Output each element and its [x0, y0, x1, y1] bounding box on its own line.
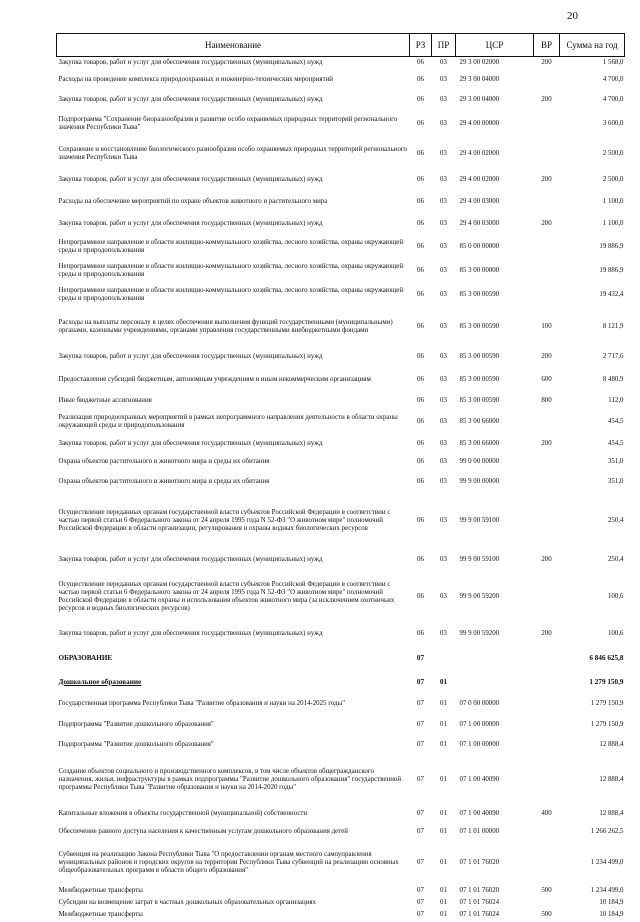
- cell-pr: 01: [440, 741, 447, 749]
- cell-pr: 01: [440, 828, 447, 836]
- cell-name: Расходы на выплаты персоналу в целях обеспечения выполнения функций государственными (муниципальными) органами, казенными учреждениями, органами управления государственными внебюджетными фондами: [58, 319, 393, 335]
- cell-sum: 351,0: [607, 478, 624, 486]
- cell-rz: 07: [417, 887, 424, 895]
- cell-csr: 99 9 00 59100: [459, 517, 500, 525]
- cell-pr: 03: [440, 478, 447, 486]
- cell-rz: 07: [417, 828, 424, 836]
- table-row: [57, 841, 625, 885]
- table-row: [57, 347, 625, 367]
- cell-sum: 250,4: [607, 556, 624, 564]
- cell-vr: 200: [541, 59, 552, 66]
- cell-csr: 07 0 00 00000: [459, 700, 500, 708]
- cell-rz: 06: [417, 323, 424, 331]
- header-pr: ПР: [432, 34, 456, 57]
- cell-csr: 07 1 01 76024: [459, 899, 500, 907]
- cell-pr: 03: [440, 198, 447, 206]
- cell-vr: 200: [541, 440, 552, 448]
- table-row: [57, 393, 625, 409]
- cell-pr: 01: [440, 776, 447, 784]
- cell-vr: 200: [541, 556, 552, 564]
- cell-vr: [534, 735, 560, 755]
- cell-vr: [534, 823, 560, 841]
- cell-csr: [456, 645, 534, 671]
- cell-name: Закупка товаров, работ и услуг для обеспечения государственных (муниципальных) нужд: [58, 96, 323, 104]
- cell-csr: 85 3 00 00590: [459, 353, 500, 361]
- cell-sum: 19 432,4: [599, 291, 624, 299]
- cell-sum: 10 184,9: [599, 911, 624, 919]
- table-body: [57, 57, 625, 922]
- cell-vr: [534, 493, 560, 549]
- table-row: [57, 909, 625, 921]
- cell-rz: 06: [417, 397, 424, 405]
- cell-sum: 2 500,0: [602, 150, 624, 158]
- cell-pr: 01: [440, 887, 447, 895]
- cell-sum: 2 500,0: [602, 176, 624, 184]
- cell-name: Подпрограмма "Сохранение биоразнообразия и развитие особо охраняемых природных территорий регионального значения Республики Тыва": [58, 116, 398, 132]
- cell-csr: 07 1 01 00000: [459, 828, 500, 836]
- cell-pr: 03: [440, 458, 447, 466]
- cell-vr: [534, 259, 560, 283]
- cell-vr: [534, 409, 560, 435]
- cell-pr: 01: [440, 859, 447, 867]
- cell-rz: 06: [417, 478, 424, 486]
- cell-csr: 85 3 00 00000: [459, 267, 500, 275]
- cell-sum: 1 279 150,9: [590, 721, 624, 729]
- cell-sum: 1 100,0: [602, 198, 624, 206]
- cell-sum: 1 568,0: [602, 59, 624, 66]
- cell-rz: 06: [417, 176, 424, 184]
- cell-pr: 03: [440, 267, 447, 275]
- cell-name: Иные бюджетные ассигнования: [58, 397, 152, 405]
- cell-name: Субвенция на реализацию Закона Республики Тыва "О предоставлении органам местного самоуправления муниципальных районов и городских округов на территории Республики Тыва субвенций на реализацию основных общеобразовательных программ в области общего образования": [58, 850, 399, 875]
- cell-rz: 07: [417, 859, 424, 867]
- cell-rz: 07: [417, 721, 424, 729]
- header-csr: ЦСР: [456, 34, 534, 57]
- cell-rz: 07: [417, 700, 424, 708]
- cell-pr: 01: [440, 700, 447, 708]
- cell-vr: [534, 671, 560, 693]
- cell-csr: 29 3 00 04000: [459, 76, 500, 84]
- cell-sum: 3 600,0: [602, 120, 624, 128]
- cell-rz: 06: [417, 458, 424, 466]
- cell-pr: 03: [440, 323, 447, 331]
- cell-pr: 03: [440, 376, 447, 384]
- cell-csr: 07 1 00 40090: [459, 776, 500, 784]
- header-rz: РЗ: [410, 34, 432, 57]
- table-row: [57, 109, 625, 139]
- cell-vr: [534, 283, 560, 307]
- cell-name: Закупка товаров, работ и услуг для обеспечения государственных (муниципальных) нужд: [58, 220, 323, 228]
- table-row: [57, 69, 625, 91]
- cell-sum: 1 279 150,9: [589, 677, 624, 686]
- table-header-row: [57, 34, 625, 57]
- cell-pr: 03: [440, 76, 447, 84]
- table-row: [57, 735, 625, 755]
- cell-sum: 8 480,9: [602, 376, 624, 384]
- cell-pr: 03: [440, 630, 447, 638]
- cell-vr: [534, 453, 560, 471]
- table-row: [57, 571, 625, 623]
- cell-name: Непрограммное направление в области жилищно-коммунального хозяйства, лесного хозяйства, охраны окружающей среды и природопользования: [58, 239, 404, 255]
- table-row: [57, 91, 625, 109]
- cell-csr: 07 1 01 76024: [459, 911, 500, 919]
- cell-sum: 10 184,9: [599, 899, 624, 907]
- cell-csr: 99 9 00 00000: [459, 478, 500, 486]
- cell-name: Государственная программа Республики Тыва "Развитие образования и науки на 2014-2025 годы": [58, 700, 346, 708]
- cell-rz: 07: [417, 911, 424, 919]
- cell-name: Осуществление переданных органам государственной власти субъектов Российской Федерации в соответствии с частью первой статьи 6 Федерального закона от 24 апреля 1995 года N 52-ФЗ "О животном мире" полномочий Российской Федерации в области организации, регулирования и охраны водных биологических ресурсов: [58, 508, 391, 533]
- cell-sum: 1 234 499,0: [590, 859, 624, 867]
- cell-vr: [534, 191, 560, 213]
- cell-pr: 01: [440, 721, 447, 729]
- cell-vr: 800: [541, 397, 552, 405]
- cell-vr: [534, 715, 560, 735]
- table-row: [57, 549, 625, 571]
- cell-name: Закупка товаров, работ и услуг для обеспечения государственных (муниципальных) нужд: [58, 176, 323, 184]
- cell-sum: 100,6: [607, 630, 624, 638]
- cell-vr: [534, 571, 560, 623]
- cell-vr: 500: [541, 887, 552, 895]
- cell-name: Непрограммное направление в области жилищно-коммунального хозяйства, лесного хозяйства, охраны окружающей среды и природопользования: [58, 287, 404, 303]
- cell-csr: 07 1 00 40090: [459, 810, 500, 818]
- header-sum: Сумма на год: [560, 34, 625, 57]
- cell-rz: 06: [417, 353, 424, 361]
- cell-name: Подпрограмма "Развитие дошкольного образования": [58, 721, 214, 729]
- table-row: [57, 645, 625, 671]
- cell-name: Охрана объектов растительного и животного мира и среды их обитания: [58, 478, 270, 486]
- cell-csr: 07 1 01 76020: [459, 887, 500, 895]
- cell-rz: 06: [417, 96, 424, 104]
- cell-vr: [534, 693, 560, 715]
- cell-rz: 06: [417, 376, 424, 384]
- cell-sum: 351,0: [607, 458, 624, 466]
- cell-vr: [534, 139, 560, 169]
- cell-pr: 03: [440, 517, 447, 525]
- table-row: [57, 671, 625, 693]
- cell-rz: 07: [416, 677, 425, 686]
- cell-name: Закупка товаров, работ и услуг для обеспечения государственных (муниципальных) нужд: [58, 353, 323, 361]
- cell-name: Создание объектов социального и производственного комплексов, в том числе объектов общегражданского назначения, жилья, инфраструктуры в рамках подпрограммы "Развитие дошкольного образования" государственной программы Республики Тыва "Развитие образования и науки на 2014-2020 годы": [58, 767, 402, 792]
- table-row: [57, 367, 625, 393]
- cell-pr: 03: [440, 418, 447, 426]
- cell-csr: 85 3 00 66000: [459, 440, 500, 448]
- cell-sum: 19 886,9: [599, 267, 624, 275]
- header-name: Наименование: [57, 34, 410, 57]
- cell-vr: [534, 841, 560, 885]
- cell-pr: 03: [440, 397, 447, 405]
- cell-rz: 06: [417, 630, 424, 638]
- cell-csr: 29 4 00 03000: [459, 220, 500, 228]
- cell-rz: 06: [417, 76, 424, 84]
- cell-name: Реализация природоохранных мероприятий в рамках непрограммного направления деятельности в области охраны окружающей среды и природопользования: [58, 414, 398, 430]
- cell-rz: 06: [417, 243, 424, 251]
- cell-vr: 200: [541, 96, 552, 104]
- table-row: [57, 823, 625, 841]
- cell-pr: 03: [440, 220, 447, 228]
- table-row: [57, 435, 625, 453]
- cell-csr: 85 0 00 00000: [459, 243, 500, 251]
- table-row: [57, 259, 625, 283]
- cell-vr: 200: [541, 353, 552, 361]
- cell-sum: 12 888,4: [599, 776, 624, 784]
- table-row: [57, 57, 625, 70]
- cell-csr: 85 3 00 00590: [459, 323, 500, 331]
- cell-csr: 07 1 01 76020: [459, 859, 500, 867]
- table-row: [57, 885, 625, 897]
- cell-sum: 100,6: [607, 593, 624, 601]
- cell-sum: 12 888,4: [599, 810, 624, 818]
- cell-sum: 454,5: [607, 440, 624, 448]
- cell-pr: 03: [440, 243, 447, 251]
- table-row: [57, 191, 625, 213]
- cell-rz: 06: [417, 198, 424, 206]
- cell-csr: [456, 671, 534, 693]
- budget-table: [56, 33, 625, 922]
- table-row: [57, 715, 625, 735]
- cell-vr: 200: [541, 630, 552, 638]
- page-number: 20: [567, 10, 578, 22]
- cell-vr: [534, 69, 560, 91]
- cell-vr: 100: [541, 323, 552, 331]
- table-row: [57, 235, 625, 259]
- cell-sum: 1 234 499,0: [590, 887, 624, 895]
- cell-name: Непрограммное направление в области жилищно-коммунального хозяйства, лесного хозяйства, охраны окружающей среды и природопользования: [58, 263, 404, 279]
- cell-name: Предоставление субсидий бюджетным, автономным учреждениям и иным некоммерческим организациям: [58, 376, 371, 384]
- cell-sum: 1 279 150,9: [590, 700, 624, 708]
- cell-name: Межбюджетные трансферты: [58, 911, 143, 919]
- cell-vr: [534, 645, 560, 671]
- cell-sum: 19 886,9: [599, 243, 624, 251]
- cell-pr: 03: [440, 150, 447, 158]
- cell-name: Закупка товаров, работ и услуг для обеспечения государственных (муниципальных) нужд: [58, 556, 323, 564]
- cell-vr: [534, 755, 560, 805]
- cell-rz: 06: [417, 517, 424, 525]
- cell-sum: 1 100,0: [602, 220, 624, 228]
- cell-sum: 1 266 262,5: [590, 828, 624, 836]
- cell-sum: 4 700,0: [602, 76, 624, 84]
- cell-pr: 01: [440, 899, 447, 907]
- cell-csr: 29 3 00 04000: [459, 96, 500, 104]
- cell-vr: [534, 471, 560, 493]
- cell-rz: 07: [417, 899, 424, 907]
- header-vr: ВР: [534, 34, 560, 57]
- cell-name: Закупка товаров, работ и услуг для обеспечения государственных (муниципальных) нужд: [58, 440, 323, 448]
- cell-pr: 03: [440, 59, 447, 66]
- cell-vr: [534, 235, 560, 259]
- cell-name: Сохранение и восстановление биологического разнообразия особо охраняемых природных территорий регионального значения Республики Тыва: [58, 146, 407, 162]
- cell-rz: 07: [416, 653, 425, 662]
- cell-vr: 500: [541, 911, 552, 919]
- table-row: [57, 453, 625, 471]
- table-row: [57, 307, 625, 347]
- cell-name: Подпрограмма "Развитие дошкольного образования": [58, 741, 214, 749]
- cell-csr: 99 9 00 59200: [459, 630, 500, 638]
- cell-name: Расходы на проведение комплекса природоохранных и инженерно-технических мероприятий: [58, 76, 333, 84]
- cell-name: Закупка товаров, работ и услуг для обеспечения государственных (муниципальных) нужд: [58, 59, 323, 66]
- cell-sum: 250,4: [607, 517, 624, 525]
- cell-csr: 85 3 00 66000: [459, 418, 500, 426]
- cell-pr: [432, 645, 456, 671]
- cell-sum: 4 700,0: [602, 96, 624, 104]
- cell-rz: 07: [417, 741, 424, 749]
- cell-vr: 600: [541, 376, 552, 384]
- cell-name: Охрана объектов растительного и животного мира и среды их обитания: [58, 458, 270, 466]
- cell-vr: 400: [541, 810, 552, 818]
- cell-csr: 07 1 00 00000: [459, 741, 500, 749]
- cell-name: Дошкольное образование: [58, 677, 142, 686]
- cell-sum: 6 846 625,8: [589, 653, 624, 662]
- cell-vr: [534, 897, 560, 909]
- cell-vr: 200: [541, 176, 552, 184]
- cell-rz: 06: [417, 556, 424, 564]
- cell-pr: 03: [440, 353, 447, 361]
- cell-rz: 07: [417, 776, 424, 784]
- cell-rz: 06: [417, 220, 424, 228]
- cell-pr: 03: [440, 96, 447, 104]
- cell-pr: 01: [439, 677, 448, 686]
- cell-csr: 99 9 00 59200: [459, 593, 500, 601]
- table-row: [57, 693, 625, 715]
- cell-name: Обеспечение равного доступа населения к качественным услугам дошкольного образования детей: [58, 828, 348, 836]
- cell-pr: 03: [440, 556, 447, 564]
- table-row: [57, 283, 625, 307]
- cell-name: Субсидии на возмещение затрат в частных дошкольных образовательных организациях: [58, 899, 316, 907]
- cell-csr: 85 3 00 00590: [459, 291, 500, 299]
- cell-pr: 03: [440, 440, 447, 448]
- cell-pr: 03: [440, 176, 447, 184]
- cell-rz: 06: [417, 440, 424, 448]
- table-row: [57, 471, 625, 493]
- cell-csr: 29 4 00 00000: [459, 120, 500, 128]
- cell-rz: 06: [417, 120, 424, 128]
- table-row: [57, 805, 625, 823]
- table-row: [57, 623, 625, 645]
- table-row: [57, 169, 625, 191]
- cell-sum: 12 888,4: [599, 741, 624, 749]
- cell-pr: 01: [440, 810, 447, 818]
- cell-name: Расходы на обеспечение мероприятий по охране объектов животного и растительного мира: [58, 198, 328, 206]
- cell-csr: 99 0 00 00000: [459, 458, 500, 466]
- cell-name: Капитальные вложения в объекты государственной (муниципальной) собственности: [58, 810, 308, 818]
- cell-sum: 112,0: [608, 397, 624, 405]
- cell-name: Закупка товаров, работ и услуг для обеспечения государственных (муниципальных) нужд: [58, 630, 323, 638]
- table-row: [57, 755, 625, 805]
- cell-csr: 29 3 00 02000: [459, 59, 500, 66]
- cell-vr: [534, 109, 560, 139]
- cell-rz: 06: [417, 593, 424, 601]
- cell-rz: 06: [417, 291, 424, 299]
- cell-csr: 29 4 00 03000: [459, 198, 500, 206]
- cell-csr: 99 9 00 59100: [459, 556, 500, 564]
- cell-csr: 07 1 00 00000: [459, 721, 500, 729]
- table-row: [57, 139, 625, 169]
- cell-pr: 03: [440, 593, 447, 601]
- cell-csr: 85 3 00 00590: [459, 397, 500, 405]
- cell-sum: 2 717,6: [602, 353, 624, 361]
- cell-pr: 03: [440, 120, 447, 128]
- cell-pr: 01: [440, 911, 447, 919]
- cell-sum: 454,5: [607, 418, 624, 426]
- cell-name: Межбюджетные трансферты: [58, 887, 143, 895]
- table-row: [57, 897, 625, 909]
- cell-csr: 29 4 00 02000: [459, 150, 500, 158]
- cell-pr: 03: [440, 291, 447, 299]
- cell-csr: 85 3 00 00590: [459, 376, 500, 384]
- cell-rz: 06: [417, 59, 424, 66]
- cell-sum: 8 121,9: [602, 323, 624, 331]
- cell-name: ОБРАЗОВАНИЕ: [58, 653, 113, 662]
- cell-rz: 06: [417, 150, 424, 158]
- table-row: [57, 409, 625, 435]
- cell-rz: 07: [417, 810, 424, 818]
- cell-vr: 200: [541, 220, 552, 228]
- table-row: [57, 213, 625, 235]
- cell-rz: 06: [417, 418, 424, 426]
- cell-name: Осуществление переданных органам государственной власти субъектов Российской Федерации в соответствии с частью первой статьи 6 Федерального закона от 24 апреля 1995 года N 52-ФЗ "О животном мире" полномочий Российской Федерации в области охраны и использования объектов животного мира (за исключением охотничьих ресурсов и водных биологических ресурсов): [58, 580, 395, 613]
- table-row: [57, 493, 625, 549]
- cell-rz: 06: [417, 267, 424, 275]
- cell-csr: 29 4 00 02000: [459, 176, 500, 184]
